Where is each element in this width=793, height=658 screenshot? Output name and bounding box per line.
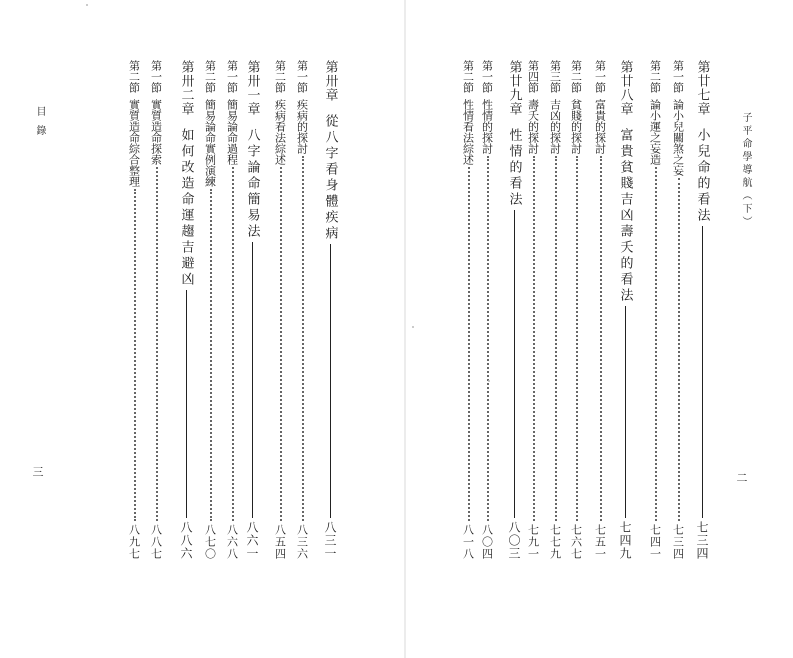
toc-page-number: 八六八	[225, 524, 239, 560]
toc-entry-number: 第二節	[648, 60, 662, 93]
toc-leader-line	[514, 210, 515, 518]
toc-entry-number: 第四節	[526, 60, 540, 93]
toc-section-entry	[124, 60, 144, 560]
toc-section-entry	[292, 60, 312, 560]
toc-entry-number: 第廿九章	[506, 60, 522, 116]
toc-entry-number: 第卅一章	[244, 60, 260, 116]
toc-entry-title: 小兒命的看法	[694, 128, 710, 224]
toc-page-number: 八一八	[461, 524, 475, 560]
toc-entry-number: 第二節	[461, 60, 475, 93]
toc-entry-number: 第廿七章	[694, 60, 710, 116]
toc-page-number: 八八七	[149, 524, 163, 560]
toc-section-entry	[200, 60, 220, 560]
toc-entry-title: 簡易論命實例演練	[203, 99, 217, 187]
folio-left: 三	[31, 466, 44, 477]
toc-entry-number: 第二節	[203, 60, 217, 93]
toc-entry-title: 實質造命探索	[149, 99, 163, 165]
toc-leader-dots	[655, 167, 657, 521]
running-header-left: 目 錄	[34, 106, 45, 139]
toc-section-entry	[545, 60, 565, 560]
toc-entry-title: 實質造命綜合整理	[127, 99, 141, 187]
toc-entry-title: 從八字看身體疾病	[322, 114, 338, 242]
toc-page-number: 七九一	[526, 524, 540, 560]
toc-page-number: 八三一	[323, 521, 337, 560]
toc-entry-title: 性情的看法	[506, 128, 522, 208]
toc-entry-title: 吉凶的探討	[548, 99, 562, 154]
toc-chapter-entry	[320, 60, 340, 560]
toc-page-number: 七四一	[648, 524, 662, 560]
toc-page-number: 八八六	[179, 521, 193, 560]
toc-section-entry	[645, 60, 665, 560]
toc-entry-number: 第一節	[149, 60, 163, 93]
toc-entry-number: 第三節	[548, 60, 562, 93]
toc-leader-line	[330, 244, 331, 518]
toc-page-number: 七五一	[593, 524, 607, 560]
toc-entry-title: 八字論命簡易法	[244, 128, 260, 240]
scan-speck	[86, 4, 88, 6]
toc-entry-title: 性情的探討	[480, 99, 494, 154]
toc-entry-title: 疾病看法綜述	[273, 99, 287, 165]
toc-entry-title: 論小兒關煞之妄	[671, 99, 685, 176]
toc-section-entry	[668, 60, 688, 560]
toc-page-number: 七六七	[569, 524, 583, 560]
toc-leader-dots	[280, 167, 282, 521]
toc-page-number: 八七〇	[203, 524, 217, 560]
toc-leader-dots	[156, 167, 158, 521]
toc-entry-title: 富貴貧賤吉凶壽夭的看法	[617, 128, 633, 304]
toc-chapter-entry	[692, 60, 712, 560]
toc-page-number: 七三四	[671, 524, 685, 560]
toc-leader-dots	[134, 189, 136, 521]
toc-entry-number: 第廿八章	[617, 60, 633, 116]
toc-entry-number: 第二節	[127, 60, 141, 93]
scan-speck	[412, 326, 414, 328]
toc-section-entry	[270, 60, 290, 560]
running-header-right: 子平命學導航（下）	[740, 112, 751, 229]
toc-page-number: 八〇三	[507, 521, 521, 560]
toc-leader-dots	[533, 156, 535, 521]
toc-leader-dots	[487, 156, 489, 521]
toc-leader-dots	[555, 156, 557, 521]
toc-leader-line	[702, 226, 703, 518]
toc-entry-number: 第卅章	[322, 60, 338, 102]
toc-leader-dots	[302, 156, 304, 521]
scan-speck	[488, 380, 490, 382]
toc-page-number: 八三六	[295, 524, 309, 560]
toc-page-number: 八六一	[245, 521, 259, 560]
toc-leader-line	[186, 290, 187, 518]
toc-entry-number: 第卅二章	[178, 60, 194, 116]
toc-entry-title: 富貴的探討	[593, 99, 607, 154]
toc-entry-number: 第一節	[295, 60, 309, 93]
toc-section-entry	[458, 60, 478, 560]
toc-entry-number: 第一節	[593, 60, 607, 93]
toc-entry-title: 論小運之妄造	[648, 99, 662, 165]
toc-chapter-entry	[615, 60, 635, 560]
toc-leader-dots	[600, 156, 602, 521]
toc-entry-title: 壽夭的探討	[526, 99, 540, 154]
toc-entry-title: 性情看法綜述	[461, 99, 475, 165]
toc-section-entry	[477, 60, 497, 560]
toc-leader-dots	[232, 167, 234, 521]
toc-section-entry	[146, 60, 166, 560]
toc-chapter-entry	[242, 60, 262, 560]
toc-section-entry	[222, 60, 242, 560]
toc-page-number: 七七九	[548, 524, 562, 560]
toc-entry-title: 疾病的探討	[295, 99, 309, 154]
toc-entry-number: 第二節	[569, 60, 583, 93]
toc-page-number: 八五四	[273, 524, 287, 560]
toc-leader-dots	[576, 156, 578, 521]
toc-chapter-entry	[176, 60, 196, 560]
toc-chapter-entry	[504, 60, 524, 560]
toc-section-entry	[523, 60, 543, 560]
toc-entry-number: 第二節	[273, 60, 287, 93]
toc-section-entry	[566, 60, 586, 560]
toc-leader-dots	[468, 167, 470, 521]
toc-entry-title: 如何改造命運趨吉避凶	[178, 128, 194, 288]
toc-entry-number: 第一節	[671, 60, 685, 93]
toc-entry-number: 第一節	[480, 60, 494, 93]
toc-page-number: 八九七	[127, 524, 141, 560]
toc-leader-line	[252, 242, 253, 518]
toc-leader-line	[625, 306, 626, 518]
toc-page-number: 八〇四	[480, 524, 494, 560]
folio-right: 二	[735, 472, 748, 483]
toc-entry-title: 簡易論命過程	[225, 99, 239, 165]
toc-entry-title: 貧賤的探討	[569, 99, 583, 154]
toc-page-number: 七三四	[695, 521, 709, 560]
book-gutter	[404, 0, 406, 658]
toc-leader-dots	[678, 178, 680, 521]
toc-section-entry	[590, 60, 610, 560]
toc-page-number: 七四九	[618, 521, 632, 560]
toc-leader-dots	[210, 189, 212, 521]
toc-entry-number: 第一節	[225, 60, 239, 93]
